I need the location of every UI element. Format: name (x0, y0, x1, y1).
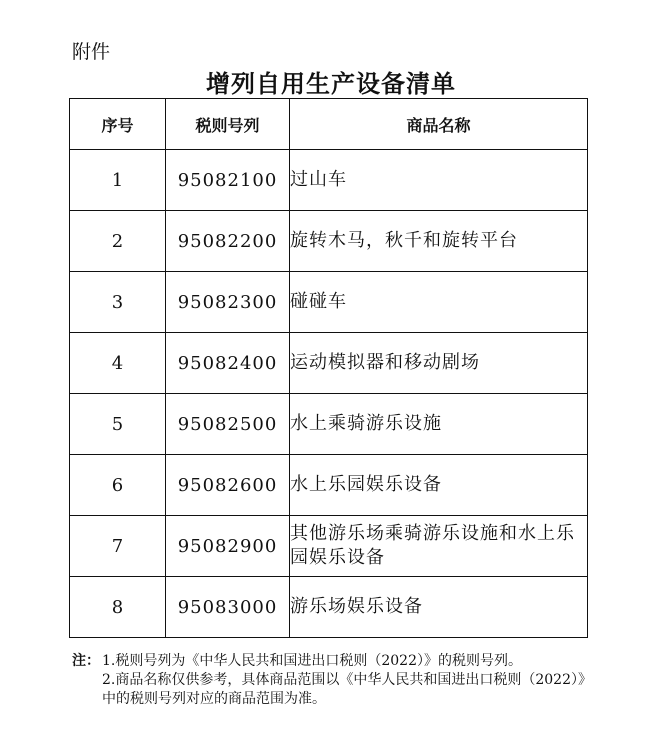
note-item (102, 671, 602, 709)
table-row (70, 394, 588, 455)
header-seq: 序号 (70, 99, 166, 150)
table-row (70, 516, 588, 577)
row-seq: 5 (70, 394, 166, 455)
row-seq: 6 (70, 455, 166, 516)
row-seq: 2 (70, 211, 166, 272)
table-row (70, 211, 588, 272)
row-code: 95082100 (166, 150, 290, 211)
row-code: 95082400 (166, 333, 290, 394)
row-name: 其他游乐场乘骑游乐设施和水上乐园娱乐设备 (290, 516, 588, 577)
row-name: 过山车 (290, 150, 588, 211)
row-name: 水上乘骑游乐设施 (290, 394, 588, 455)
table-row (70, 455, 588, 516)
row-code: 95083000 (166, 577, 290, 638)
row-code: 95082900 (166, 516, 290, 577)
header-code: 税则号列 (166, 99, 290, 150)
table-row (70, 150, 588, 211)
row-seq: 7 (70, 516, 166, 577)
table-row (70, 272, 588, 333)
header-name: 商品名称 (290, 99, 588, 150)
row-seq: 4 (70, 333, 166, 394)
attachment-label: 附件 (72, 41, 111, 63)
note-item (102, 652, 602, 671)
row-code: 95082200 (166, 211, 290, 272)
row-code: 95082500 (166, 394, 290, 455)
notes-label: 注： (72, 653, 100, 669)
document-title: 增列自用生产设备清单 (206, 69, 456, 98)
notes-section (72, 652, 602, 709)
row-name: 碰碰车 (290, 272, 588, 333)
table-row (70, 577, 588, 638)
row-code: 95082300 (166, 272, 290, 333)
table-header-row (70, 99, 588, 150)
note-text: 1.税则号列为《中华人民共和国进出口税则（2022）》的税则号列。 (102, 653, 522, 669)
row-seq: 3 (70, 272, 166, 333)
note-text: 2.商品名称仅供参考，具体商品范围以《中华人民共和国进出口税则（2022）》中的税则号列对应的商品范围为准。 (102, 672, 592, 707)
row-code: 95082600 (166, 455, 290, 516)
row-name: 运动模拟器和移动剧场 (290, 333, 588, 394)
row-seq: 8 (70, 577, 166, 638)
equipment-table (69, 98, 588, 638)
row-name: 旋转木马，秋千和旋转平台 (290, 211, 588, 272)
row-seq: 1 (70, 150, 166, 211)
row-name: 水上乐园娱乐设备 (290, 455, 588, 516)
table-row (70, 333, 588, 394)
row-name: 游乐场娱乐设备 (290, 577, 588, 638)
